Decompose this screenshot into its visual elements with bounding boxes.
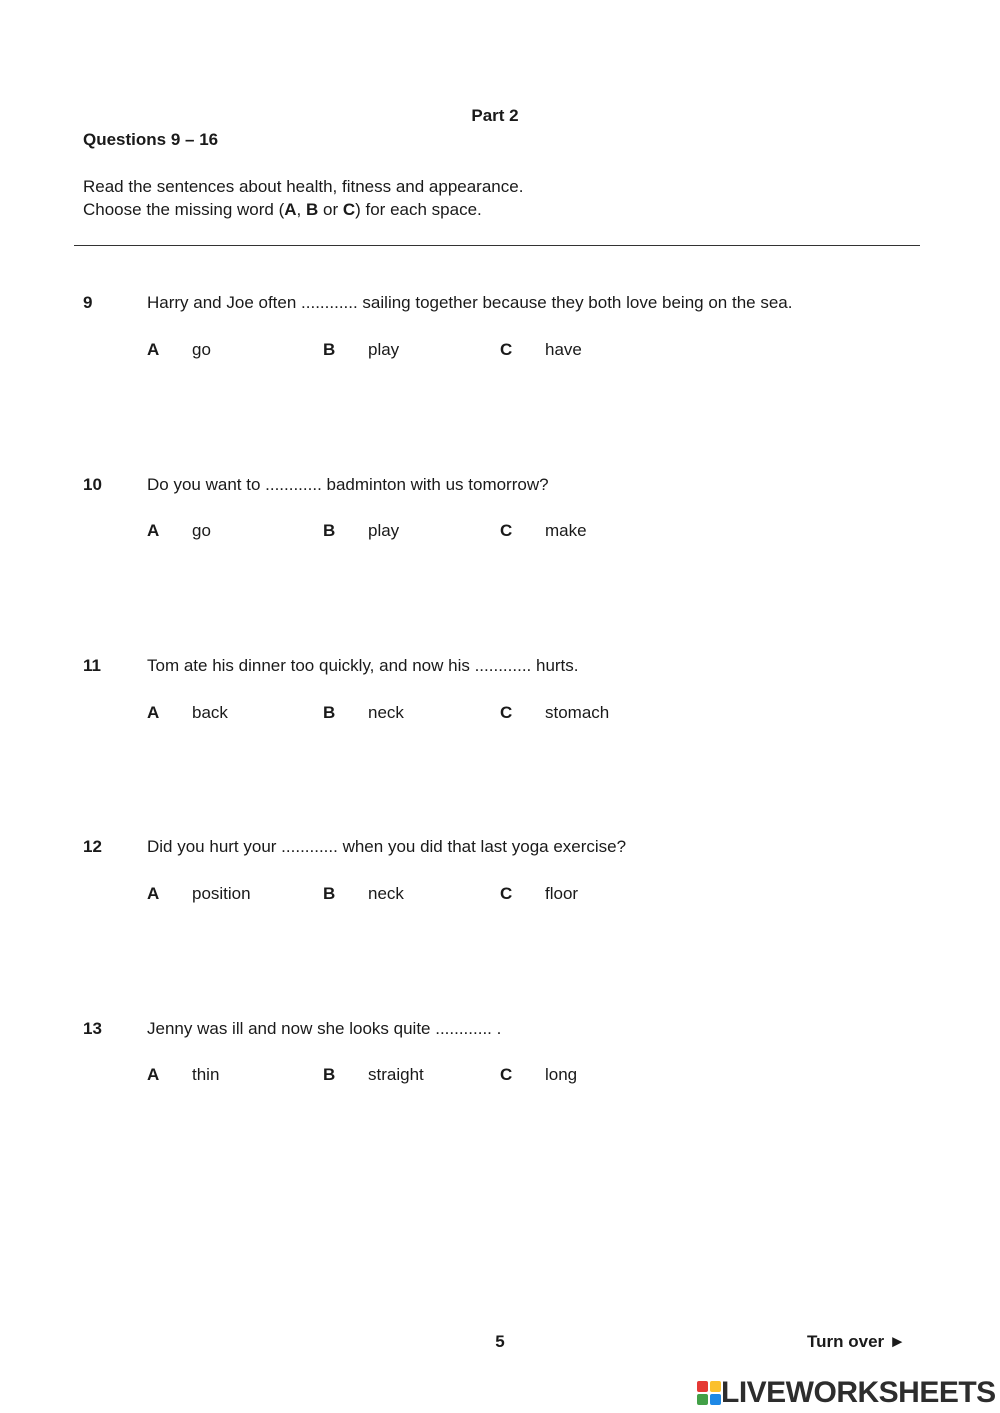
option-letter-c: C xyxy=(500,340,513,359)
option-letter-a: A xyxy=(147,884,160,903)
option-letter-a: A xyxy=(147,521,160,540)
option-letter-b: B xyxy=(323,1065,336,1084)
option-word-c[interactable]: have xyxy=(545,340,582,359)
option-word-c[interactable]: stomach xyxy=(545,703,610,722)
option-word-b[interactable]: play xyxy=(368,340,400,359)
option-word-a[interactable]: back xyxy=(192,703,228,722)
question-number: 12 xyxy=(83,837,102,856)
liveworksheets-logo xyxy=(697,1376,996,1410)
question-text: Do you want to ............ badminton with us tomorrow? xyxy=(147,475,549,494)
option-letter-c: C xyxy=(500,1065,513,1084)
option-word-b[interactable]: neck xyxy=(368,884,404,903)
option-letter-c: C xyxy=(500,884,513,903)
question-number: 11 xyxy=(83,656,101,675)
question-text: Harry and Joe often ............ sailing together because they both love being on the sea. xyxy=(147,293,793,312)
instruction-separator: or xyxy=(318,200,343,219)
instruction-letter-c: C xyxy=(342,200,356,219)
option-letter-b: B xyxy=(323,521,336,540)
option-word-a[interactable]: position xyxy=(192,884,251,903)
option-word-a[interactable]: thin xyxy=(192,1065,220,1084)
instruction-separator: , xyxy=(296,200,306,219)
option-word-c[interactable]: floor xyxy=(545,884,579,903)
instruction-text: ) for each space. xyxy=(355,200,482,219)
questions-range: Questions 9 – 16 xyxy=(83,130,219,149)
page-number: 5 xyxy=(495,1332,505,1351)
part-title: Part 2 xyxy=(471,106,519,125)
liveworksheets-logo-text: LIVEWORKSHEETS xyxy=(721,1376,996,1409)
option-letter-b: B xyxy=(323,884,336,903)
question-text: Did you hurt your ............ when you did that last yoga exercise? xyxy=(147,837,627,856)
option-letter-a: A xyxy=(147,703,160,722)
question-text: Tom ate his dinner too quickly, and now his ............ hurts. xyxy=(147,656,579,675)
option-letter-a: A xyxy=(147,1065,160,1084)
option-letter-b: B xyxy=(323,703,336,722)
option-word-c[interactable]: make xyxy=(545,521,587,540)
option-letter-a: A xyxy=(147,340,160,359)
option-word-a[interactable]: go xyxy=(192,521,211,540)
question-number: 9 xyxy=(83,293,93,312)
question-number: 13 xyxy=(83,1019,102,1038)
option-letter-b: B xyxy=(323,340,336,359)
question-text: Jenny was ill and now she looks quite ............ . xyxy=(147,1019,502,1038)
option-word-a[interactable]: go xyxy=(192,340,211,359)
instruction-line-2 xyxy=(83,200,482,220)
option-word-b[interactable]: play xyxy=(368,521,400,540)
question-number: 10 xyxy=(83,475,102,494)
instruction-line-1: Read the sentences about health, fitness and appearance. xyxy=(83,177,524,196)
instruction-letter-a: A xyxy=(284,200,297,219)
option-letter-c: C xyxy=(500,703,513,722)
option-word-b[interactable]: neck xyxy=(368,703,404,722)
option-letter-c: C xyxy=(500,521,513,540)
turn-over-label: Turn over ► xyxy=(807,1332,906,1351)
instruction-letter-b: B xyxy=(306,200,319,219)
option-word-c[interactable]: long xyxy=(545,1065,578,1084)
option-word-b[interactable]: straight xyxy=(368,1065,424,1084)
instruction-text: Choose the missing word ( xyxy=(83,200,285,219)
liveworksheets-logo-icon xyxy=(697,1381,721,1405)
divider xyxy=(74,245,920,246)
